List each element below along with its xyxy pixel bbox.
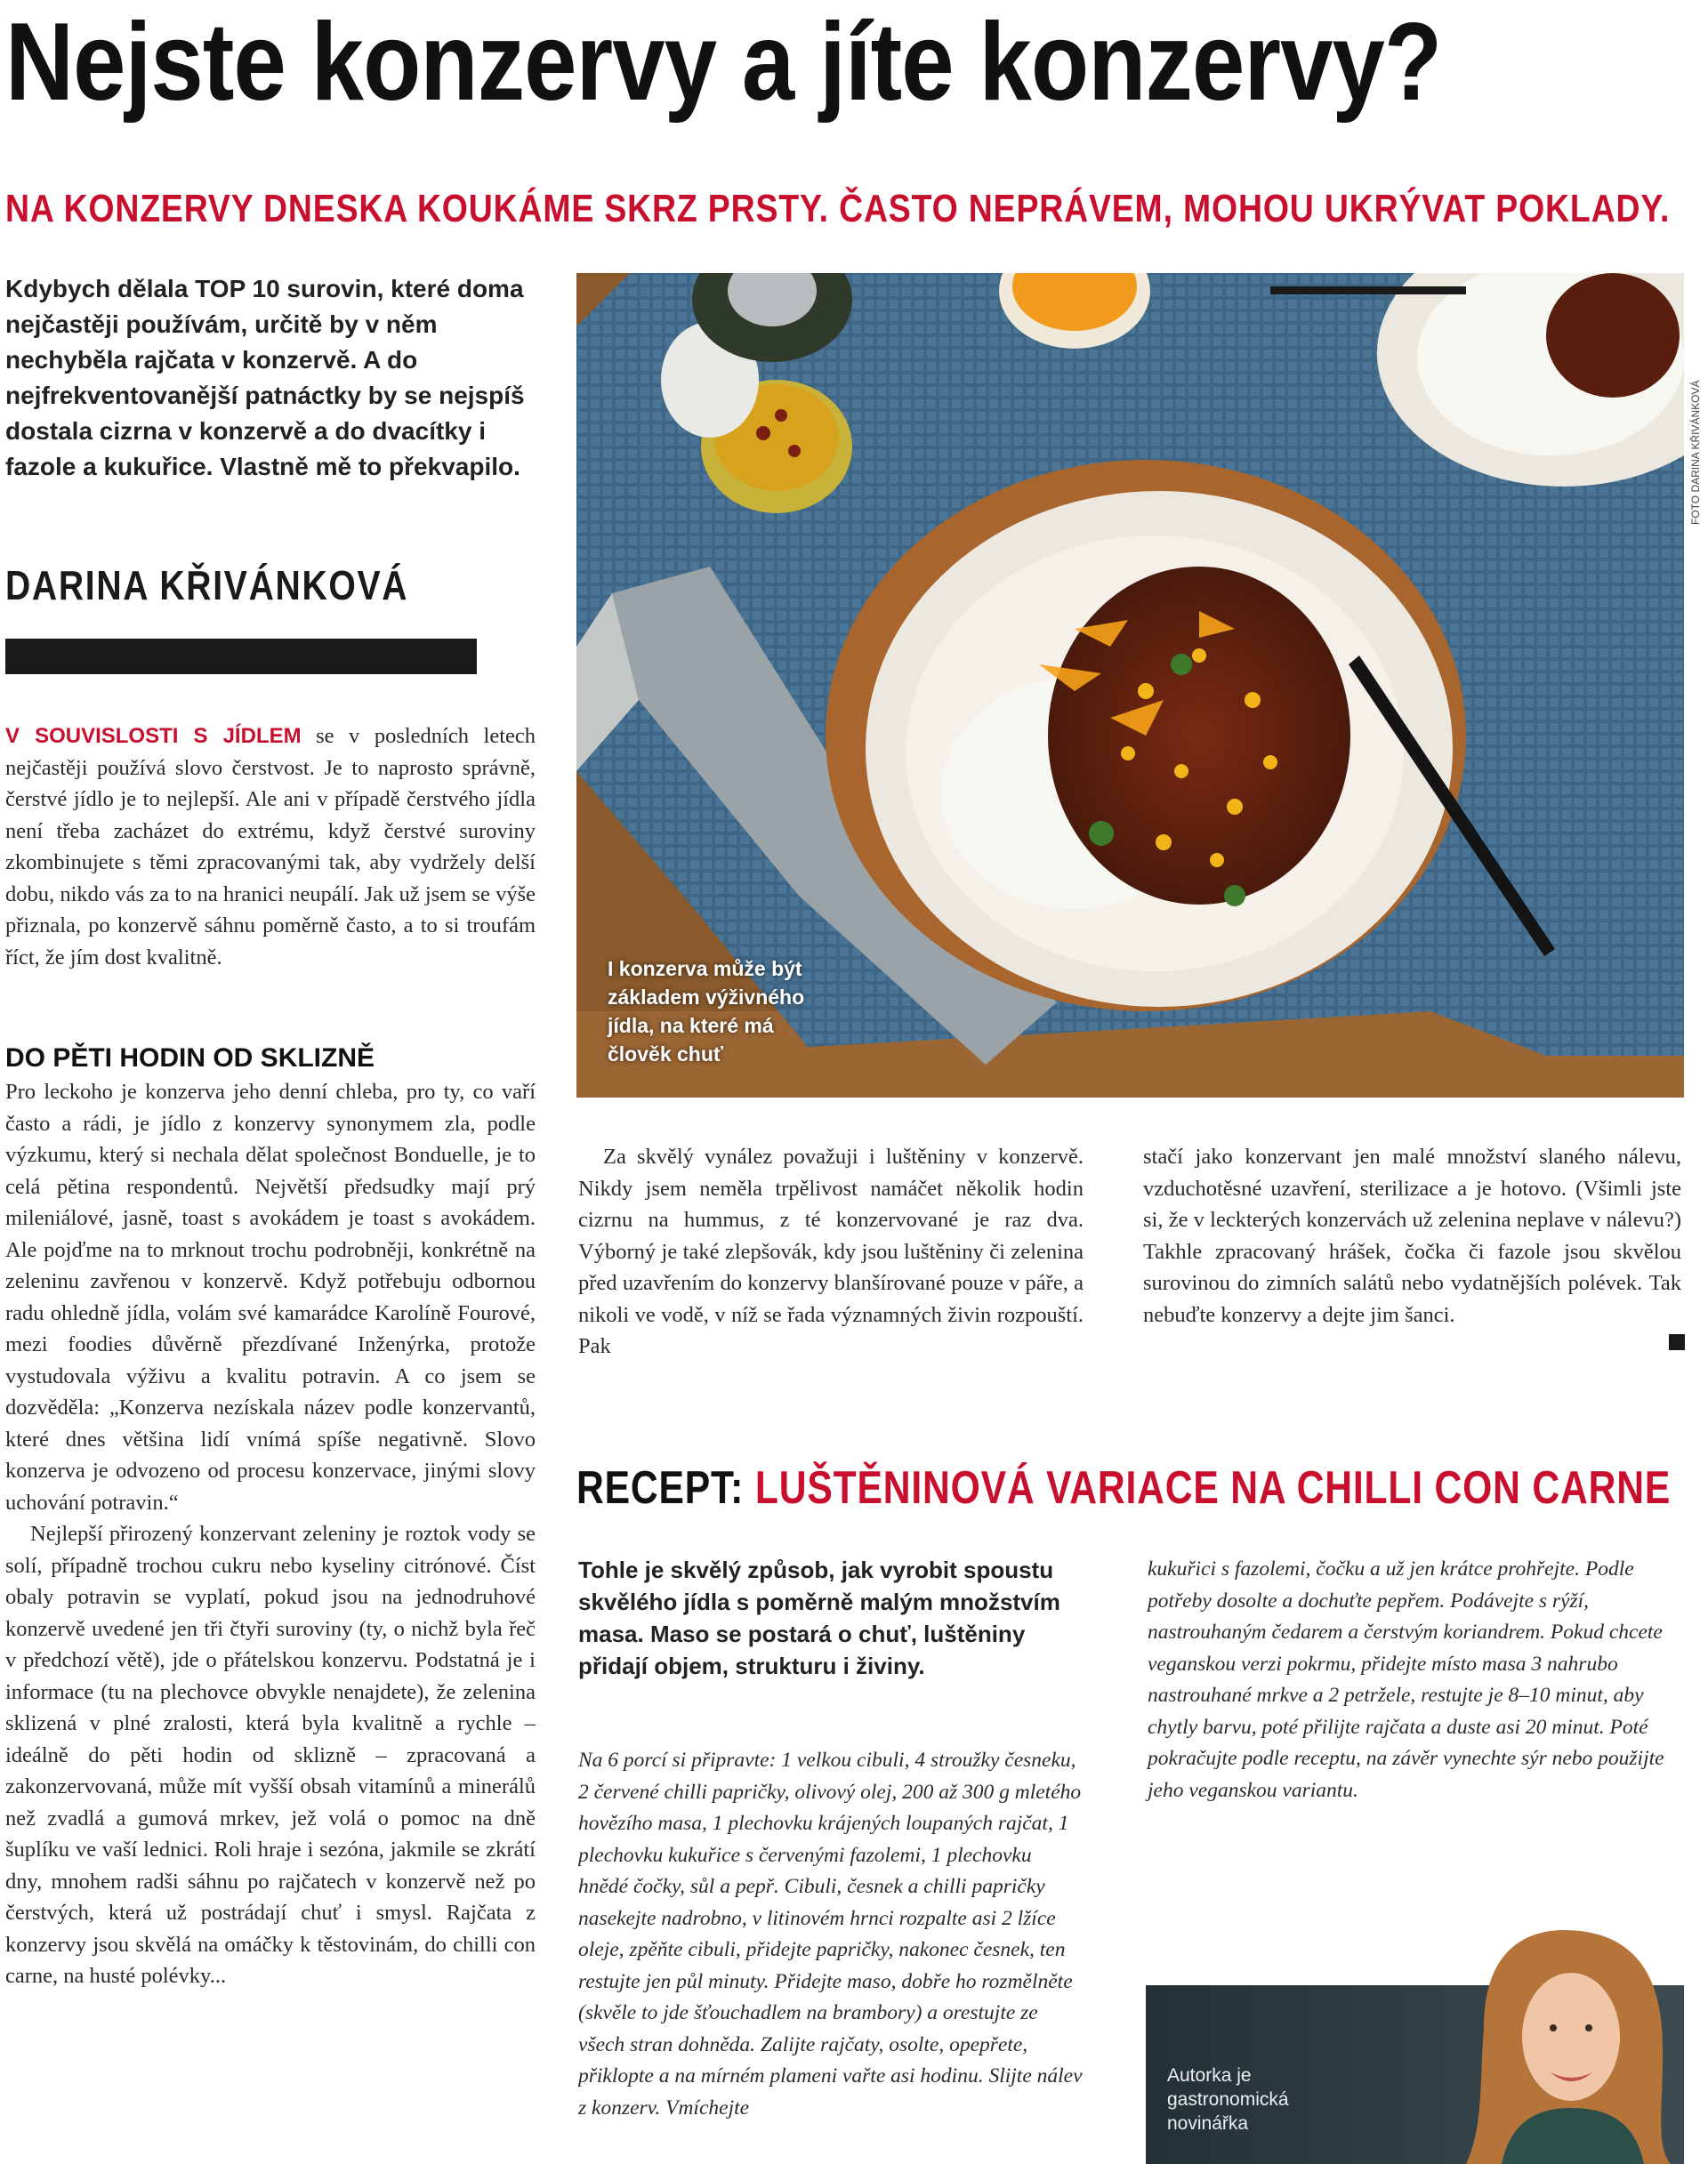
column2-text: Za skvělý vynález považuji i luštěniny v konzervě. Nikdy jsem neměla trpělivost namáčet několik hodin cizrnu na hummus, z té konzervované je raz dva. Výborný je také zlepšovák, kdy jsou luštěniny či zelenina před uzavřením do konzervy blanšírované pouze v páře, a nikoli ve vodě, v níž se řada významných živin rozpouští. Pak: [578, 1145, 1084, 1358]
author-photo-caption: Autorka je gastronomická novinářka: [1167, 2065, 1289, 2134]
column1-paragraph1: [5, 720, 536, 973]
headline: Nejste konzervy a jíte konzervy?: [5, 1, 1442, 124]
column3-text: stačí jako konzervant jen malé množství slaného nálevu, vzduchotěsné uzavření, sterilizace a je hotovo. (Všimli jste si, že v leckterých konzervách už zelenina neplave v nálevu?) Takhle zpracovaný hrášek, čočka či fazole jsou skvělou surovinou do zimních salátů nebo vydatnějších polévek. Tak nebuďte konzervy a dejte jim šanci.: [1143, 1145, 1681, 1327]
author-name: DARINA KŘIVÁNKOVÁ: [5, 562, 409, 608]
recipe-kicker: RECEPT:: [576, 1462, 745, 1514]
paragraph2-text: Pro leckoho je konzerva jeho denní chleba, pro ty, co vaří často a rádi, je jídlo z konzervy synonymem zla, podle výzkumu, který si nechala dělat společnost Bonduelle, je to celá pětina respondentů. Největší předsudky mají prý mileniálové, jasně, toast s avokádem je toast s avokádem. Ale pojďme na to mrknout trochu podrobněji, konkrétně na zeleninu zavřenou v konzervě. Když potřebuju odbornou radu ohledně jídla, volám své kamarádce Karolíně Fourové, mezi foodies důvěrně přezdívané Inženýrka, protože vystudovala výživu a kvalitu potravin. A co jsem se dozvěděla: „Konzerva nezískala název podle konzervantů, které dnes většina lidí vnímá spíše negativně. Slovo konzerva je odvozeno od procesu konzervace, jinými slovy uchování potravin.“: [5, 1080, 536, 1515]
photo-credit: [1688, 285, 1707, 534]
photo-caption: I konzerva může být základem výživného jídla, na které má člověk chuť: [608, 957, 805, 1066]
section-heading: DO PĚTI HODIN OD SKLIZNĚ: [5, 1043, 375, 1073]
recipe-name: LUŠTĚNINOVÁ VARIACE NA CHILLI CON CARNE: [754, 1462, 1672, 1514]
recipe-instructions-b: kukuřici s fazolemi, čočku a už jen krátce prohřejte. Podle potřeby dosolte a dochuťte pepřem. Podávejte s rýží, nastrouhaným čedarem a čerstvým koriandrem. Pokud chcete veganskou verzi pokrmu, přidejte místo masa 3 nahrubo nastrouhané mrkve a 2 petržele, restujte je 8–10 minut, aby chytly barvu, poté přilijte rajčata a duste asi 20 minut. Poté pokračujte podle receptu, na závěr vynechte sýr nebo použijte jeho veganskou variantu.: [1148, 1557, 1664, 1802]
recipe-instructions-a: Na 6 porcí si připravte: 1 velkou cibuli, 4 stroužky česneku, 2 červené chilli papričky, olivový olej, 200 až 300 g mletého hovězího masa, 1 plechovku krájených loupaných rajčat, 1 plechovku kukuřice s červenými fazolemi, 1 plechovku hnědé čočky, sůl a pepř. Cibuli, česnek a chilli papričky nasekejte nadrobno, v litinovém hrnci rozpalte asi 2 lžíce oleje, zpěňte cibuli, přidejte papričky, nakonec česnek, ten restujte jen půl minuty. Přidejte maso, dobře ho rozmělněte (skvěle to jde šťouchadlem na brambory) a orestujte ze všech stran dohněda. Zalijte rajčaty, osolte, opepřete, přiklopte a na mírném plameni vařte asi hodinu. Slijte nálev z konzerv. Vmíchejte: [578, 1749, 1083, 2120]
lead-in-text: V SOUVISLOSTI S JÍDLEM: [5, 724, 302, 748]
subheadline: NA KONZERVY DNESKA KOUKÁME SKRZ PRSTY. ČASTO NEPRÁVEM, MOHOU UKRÝVAT POKLADY.: [5, 187, 1671, 230]
paragraph1-text: se v posledních letech nejčastěji používá slovo čerstvost. Je to naprosto správně, čerstvé jídlo je to nejlepší. Ale ani v případě čerstvého jídla není třeba zacházet do extrému, když čerstvé suroviny zkombinujete s těmi zpracovanými tak, aby vydržely delší dobu, nikdo vás za to na hranici neupálí. Jak už jsem se výše přiznala, po konzervě sáhnu poměrně často, a to si troufám říct, že jím dost kvalitně.: [5, 724, 536, 969]
end-mark-icon: [1669, 1334, 1685, 1350]
paragraph3-text: Nejlepší přirozený konzervant zeleniny je roztok vody se solí, případně trochou cukru nebo kyseliny citrónové. Číst obaly potravin se vyplatí, pokud jsou na jednodruhové konzervě uvedené jen tři čtyři suroviny (ty, o nichž byla řeč v předchozí větě), jde o přátelskou konzervu. Podstatná je i informace (tu na plechovce obvykle nenajdete), že zelenina sklizená v plné zralosti, která byla kvalitně a rychle – ideálně do pěti hodin od sklizně – zpracovaná a zakonzervovaná, může mít vyšší obsah vitamínů a minerálů než zvadlá a gumová mrkev, jež volá o pomoc na dně šuplíku ve vaší lednici. Roli hraje i sezóna, jakmile se zkrátí dny, mnohem radši sáhnu po rajčatech v konzervě než po čerstvých, která už postrádají chuť i smysl. Rajčata z konzervy jsou skvělá na omáčky k těstovinám, do chilli con carne, na husté polévky...: [5, 1522, 536, 1988]
photo-credit-text: FOTO DARINA KŘIVÁNKOVÁ: [1689, 380, 1702, 525]
recipe-lead: Tohle je skvělý způsob, jak vyrobit spoustu skvělého jídla s poměrně malým množstvím masa. Maso se postará o chuť, luštěniny přidají objem, strukturu i živiny.: [578, 1557, 1060, 1679]
author-divider-bar: [5, 639, 477, 674]
recipe-title: [576, 1459, 1671, 1517]
lead-paragraph: Kdybych dělala TOP 10 surovin, které doma nejčastěji používám, určitě by v něm nechyběla rajčata v konzervě. A do nejfrekventovanější patnáctky by se nejspíš dostala cizrna v konzervě a do dvacítky i fazole a kukuřice. Vlastně mě to překvapilo.: [5, 275, 525, 480]
column1-paragraph2: [5, 1076, 536, 2161]
